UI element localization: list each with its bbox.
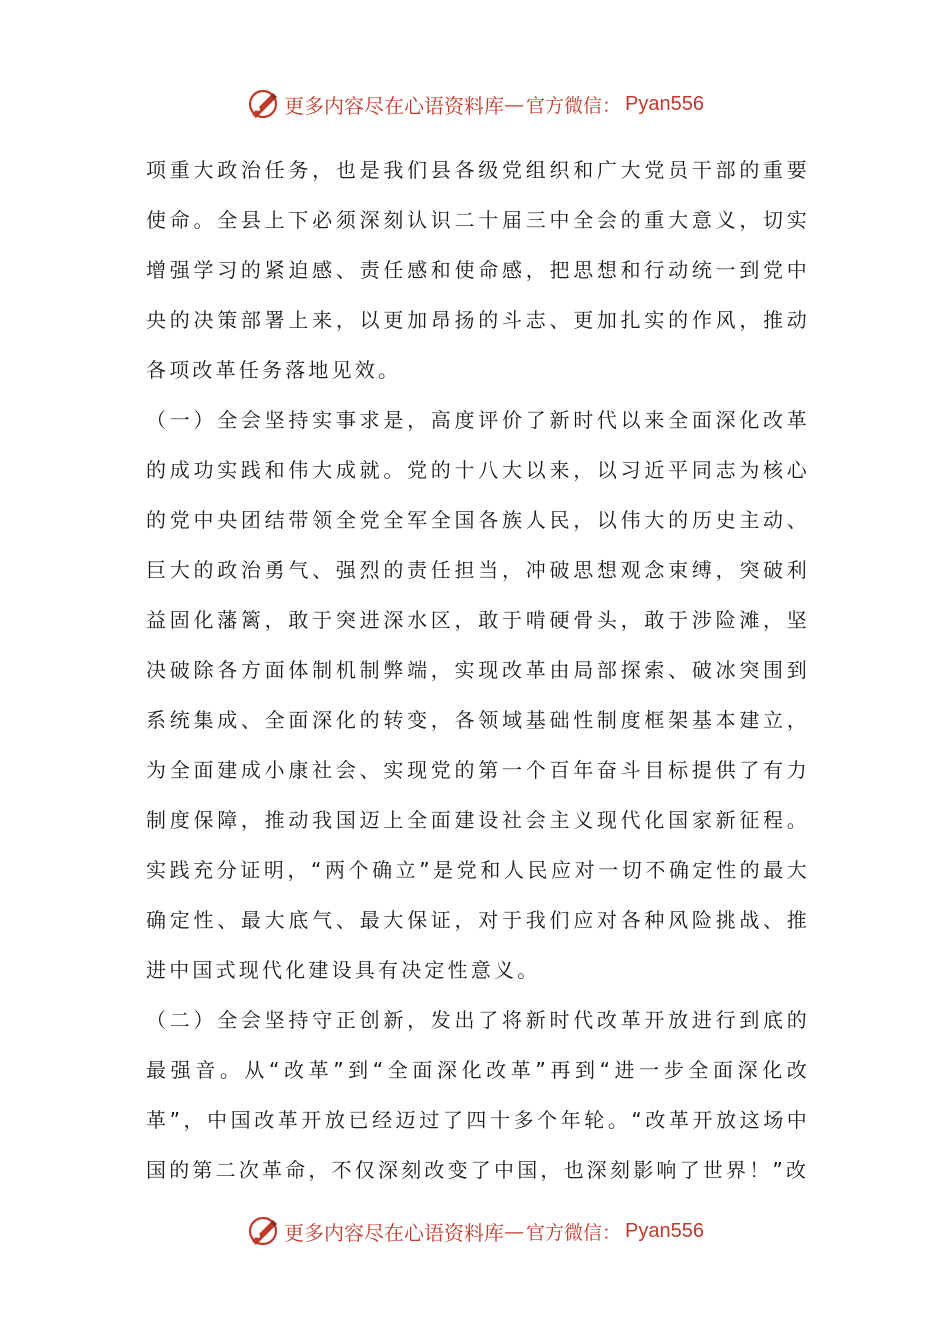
header-banner (0, 84, 950, 124)
paragraph-3: （二）全会坚持守正创新，发出了将新时代改革开放进行到底的最强音。从“改革”到“全面深化改革”再到“进一步全面深化改革”，中国改革开放已经迈过了四十多个年轮。“改革开放这场中国的第二次革命，不仅深刻改变了中国，也深刻影响了世界！”改 (146, 1008, 810, 1182)
header-dash: — (504, 92, 524, 116)
header-wechat-id: Pyan556 (625, 92, 704, 115)
document-body (146, 145, 810, 1195)
footer-wechat-label: 官方微信： (526, 1221, 622, 1244)
paragraph-2: （一）全会坚持实事求是，高度评价了新时代以来全面深化改革的成功实践和伟大成就。党的十八大以来，以习近平同志为核心的党中央团结带领全党全军全国各族人民，以伟大的历史主动、巨大的政治勇气、强烈的责任担当，冲破思想观念束缚，突破利益固化藩篱，敢于突进深水区，敢于啃硬骨头，敢于涉险滩，坚决破除各方面体制机制弊端，实现改革由局部探索、破冰突围到系统集成、全面深化的转变，各领域基础性制度框架基本建立，为全面建成小康社会、实现党的第一个百年奋斗目标提供了有力制度保障，推动我国迈上全面建设社会主义现代化国家新征程。实践充分证明，“两个确立”是党和人民应对一切不确定性的最大确定性、最大底气、最大保证，对于我们应对各种风险挑战、推进中国式现代化建设具有决定性意义。 (146, 408, 810, 982)
footer-banner (0, 1211, 950, 1251)
header-wechat-label: 官方微信： (526, 94, 622, 117)
pen-logo-icon (246, 87, 280, 121)
pen-logo-icon (246, 1214, 280, 1248)
footer-dash: — (504, 1219, 524, 1243)
footer-wechat-id: Pyan556 (625, 1219, 704, 1242)
header-brand-text: 更多内容尽在心语资料库 (284, 93, 504, 118)
footer-brand-text: 更多内容尽在心语资料库 (284, 1220, 504, 1245)
paragraph-1: 项重大政治任务，也是我们县各级党组织和广大党员干部的重要使命。全县上下必须深刻认识二十届三中全会的重大意义，切实增强学习的紧迫感、责任感和使命感，把思想和行动统一到党中央的决策部署上来，以更加昂扬的斗志、更加扎实的作风，推动各项改革任务落地见效。 (146, 158, 810, 382)
